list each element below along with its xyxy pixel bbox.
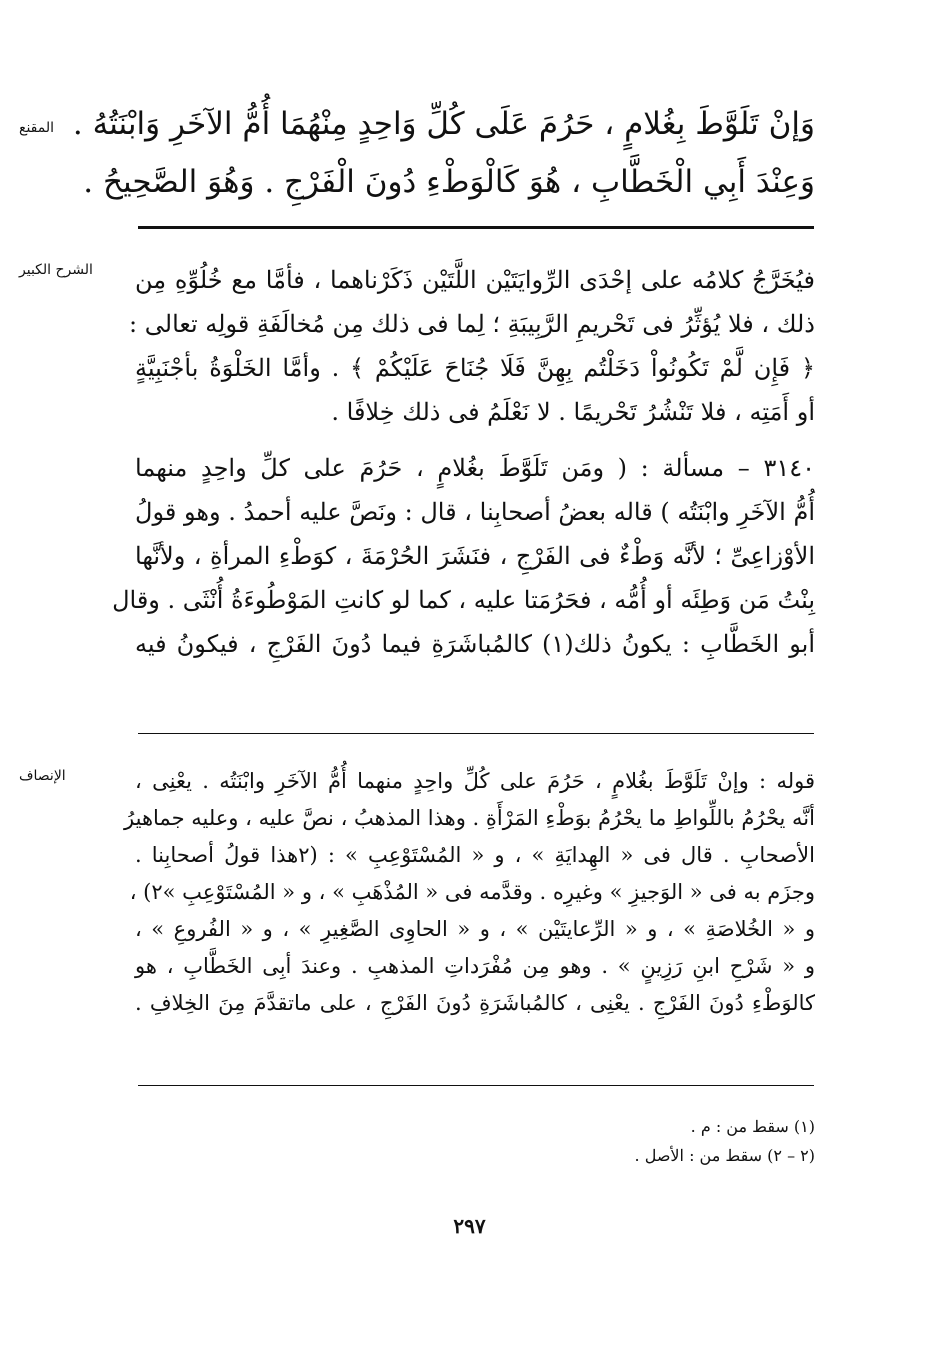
insaf-line: وجزَم به فى « الوَجيزِ » وغيرِه . وقدَّمه فى « المُذْهَبِ » ، و « المُسْتَوْعِبِ »٢) ، [129,880,815,904]
sharh-line: أُمُّ الآخَرِ وابْنَتُه ) قاله بعضُ أصحابِنا ، قال : ونَصَّ عليه أحمدُ . وهو قولُ [135,498,815,526]
footnotes [135,1112,815,1170]
insaf-line: كالوَطْءِ دُونَ الفَرْجِ . يعْنِى ، كالمُباشَرَةِ دُونَ الفَرْجِ ، على ماتقدَّمَ مِنَ الخِلافِ . [135,991,815,1015]
muqni-line: وَعِنْدَ أَبِي الْخَطَّابِ ، هُوَ كَالْوَطْءِ دُونَ الْفَرْجِ . وَهُوَ الصَّحِيحُ . [83,164,815,200]
insaf-line: و « الخُلاصَةِ » ، و « الرِّعايتَيْن » ، و « الحاوِى الصَّغِيرِ » ، و « الفُروعِ » ، [135,917,815,941]
thin-divider [138,733,814,734]
sharh-line: ذلك ، فلا يُؤثِّرُ فى تَحْريمِ الرَّبِيبَةِ ؛ لِما فى ذلك مِن مُخالَفَةِ قولِه تعالى : [129,310,815,338]
footnote: (١) سقط من : م . [690,1117,815,1136]
page-number: ٢٩٧ [453,1214,486,1238]
insaf-line: و « شَرْحِ ابنِ رَزِينٍ » . وهو مِن مُفْرَداتِ المذهبِ . وعندَ أبِى الخَطَّابِ ، هو [135,954,815,978]
muqni-label: المقنع [19,120,55,136]
insaf-label: الإنصاف [19,768,66,784]
footnote: (٢ – ٢) سقط من : الأصل . [634,1146,815,1165]
insaf-line: أنَّه يحْرُمُ باللِّواطِ ما يحْرُمُ بوَطْءِ المَرْأَةِ . وهذا المذهبُ ، نصَّ عليه ، وعليه جماهيرُ [124,806,815,830]
insaf-text [124,763,815,1022]
insaf-line: قوله : وإنْ تَلَوَّطَ بغُلامٍ ، حَرُمَ على كُلِّ واحِدٍ منهما أُمُّ الآخَرِ وابْنَتُه . يعْنِى ، [135,769,815,793]
thick-divider [138,226,814,229]
sharh-line: أبو الخَطَّابِ : يكونُ ذلك(١) كالمُباشَرَةِ فيما دُونَ الفَرْجِ ، فيكونُ فيه [135,630,815,658]
sharh-text [112,258,815,666]
thin-divider [138,1085,814,1086]
muqni-text [72,95,815,211]
sharh-line: الأوْزاعِىِّ ؛ لأنَّه وَطْءٌ فى الفَرْجِ ، فنَشَرَ الحُرْمَةَ ، كوَطْءِ المرأةِ ، ولأنَّها [135,542,815,570]
sharh-line: أو أَمَتِه ، فلا تَنْشُرُ تَحْريمًا . لا نَعْلَمُ فى ذلك خِلافًا . [331,398,815,426]
muqni-line: وَإنْ تَلَوَّطَ بِغُلامٍ ، حَرُمَ عَلَى كُلِّ وَاحِدٍ مِنْهُمَا أُمُّ الآخَرِ وَابْنَتُهُ . [72,106,815,142]
sharh-line: ﴿ فَإِن لَّمْ تَكُونُواْ دَخَلْتُم بِهِنَّ فَلَا جُنَاحَ عَلَيْكُمْ ﴾ . وأمَّا الخَلْوَةُ بأجْنَبِيَّةٍ [135,354,815,382]
sharh-line: ٣١٤٠ – مسألة : ( ومَن تَلَوَّطَ بغُلامٍ ، حَرُمَ على كلِّ واحِدٍ منهما [135,454,815,482]
insaf-line: الأصحابِ . قال فى « الهِدايَةِ » ، و « المُسْتَوْعِبِ » : (٢هذا قولُ أصحابِنا . [135,843,815,867]
sharh-line: بِنْتُ مَن وَطِئَه أو أُمُّه ، فحَرُمَتا عليه ، كما لو كانتِ المَوْطُوءَةُ أُنْثَى . وقال [112,586,815,614]
sharh-line: فيُخَرَّجُ كلامُه على إحْدَى الرِّوايَتَيْن اللَّتَيْن ذَكَرْناهما ، فأمَّا مع خُلُوِّهِ مِن [135,266,815,294]
sharh-label: الشرح الكبير [19,262,93,278]
